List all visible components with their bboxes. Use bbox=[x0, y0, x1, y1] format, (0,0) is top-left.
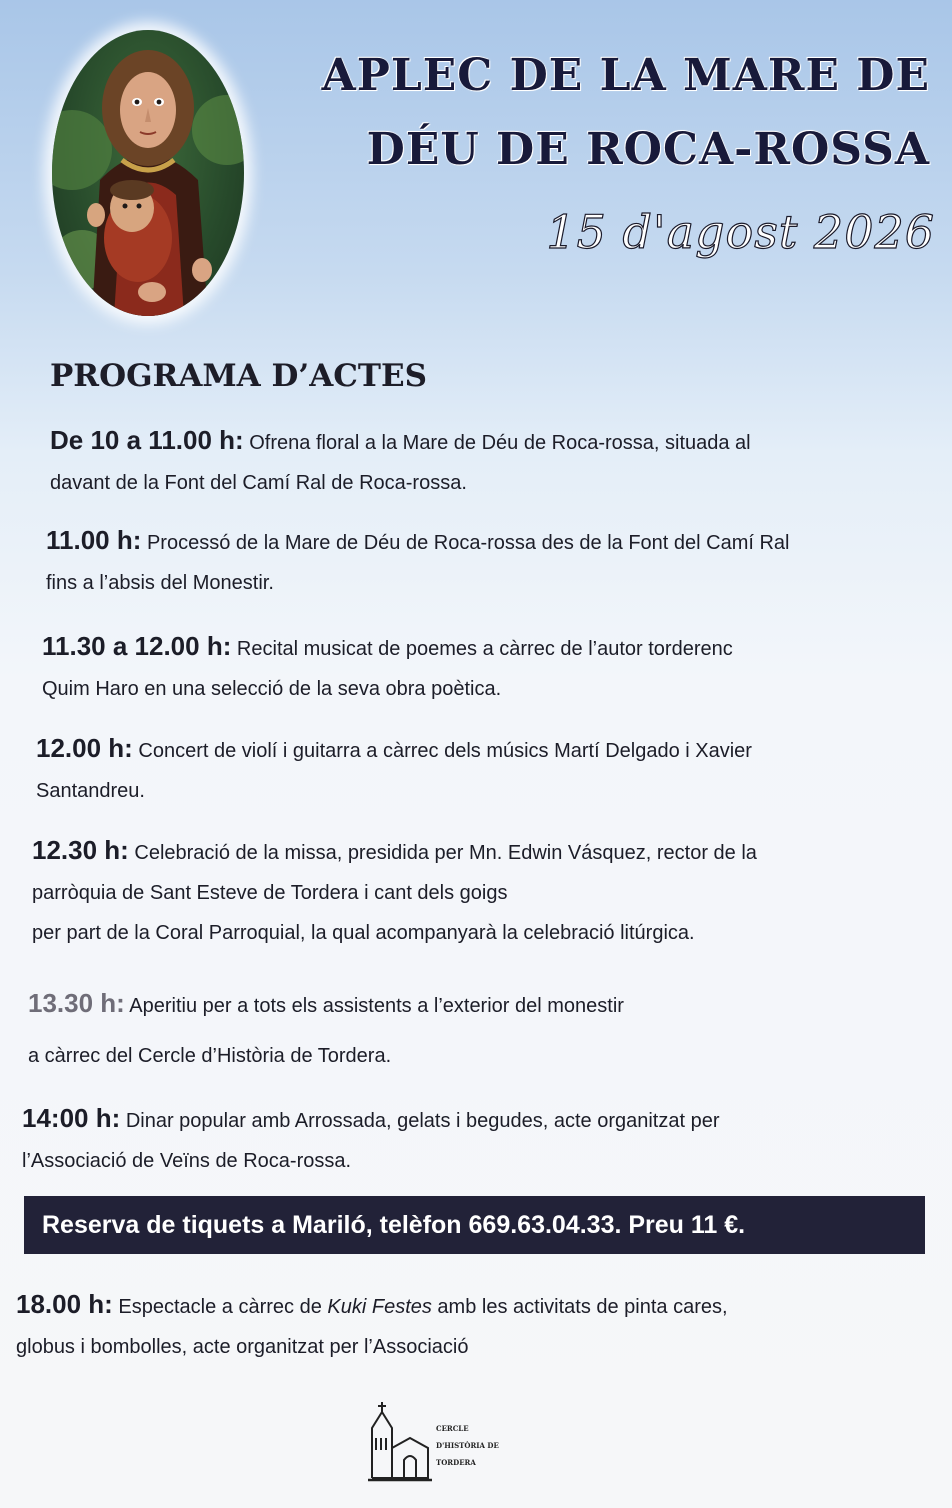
virgin-and-child-portrait bbox=[52, 30, 244, 316]
program-event bbox=[32, 830, 757, 953]
program-event bbox=[42, 626, 733, 709]
church-logo-icon bbox=[366, 1398, 434, 1482]
program-heading: PROGRAMA D’ACTES bbox=[50, 358, 428, 394]
program-event bbox=[36, 728, 752, 811]
reservation-banner: Reserva de tiquets a Mariló, telèfon 669.63.04.33. Preu 11 €. bbox=[24, 1196, 925, 1254]
event-description-cont: Quim Haro en una selecció de la seva obra poètica. bbox=[42, 678, 502, 700]
logo-text bbox=[436, 1420, 499, 1471]
event-description: Aperitiu per a tots els assistents a l’exterior del monestir bbox=[124, 995, 624, 1017]
event-description-cont: parròquia de Sant Esteve de Tordera i cant dels goigs bbox=[32, 882, 508, 904]
cercle-historia-logo bbox=[366, 1398, 506, 1482]
event-description: Ofrena floral a la Mare de Déu de Roca-rossa, situada al bbox=[243, 432, 751, 454]
portrait-illustration bbox=[52, 30, 244, 316]
event-description: Processó de la Mare de Déu de Roca-rossa des de la Font del Camí Ral bbox=[141, 532, 790, 554]
event-time: 12.30 h: bbox=[32, 835, 129, 865]
logo-text-line: D'HISTÒRIA DE bbox=[436, 1441, 499, 1450]
logo-text-line: CERCLE bbox=[436, 1424, 469, 1433]
event-description-cont: fins a l’absis del Monestir. bbox=[46, 572, 274, 594]
program-event bbox=[50, 420, 751, 503]
event-description-cont: davant de la Font del Camí Ral de Roca-rossa. bbox=[50, 472, 467, 494]
event-description: Recital musicat de poemes a càrrec de l’autor torderenc bbox=[231, 638, 733, 660]
event-time: 12.00 h: bbox=[36, 733, 133, 763]
event-date: 15 d'agost 2026 bbox=[546, 205, 935, 259]
event-time: 18.00 h: bbox=[16, 1289, 113, 1319]
event-title-line2: DÉU DE ROCA-ROSSA bbox=[366, 124, 930, 175]
event-description: Espectacle a càrrec de bbox=[112, 1296, 328, 1318]
event-time: De 10 a 11.00 h: bbox=[50, 425, 244, 455]
event-description: Celebració de la missa, presidida per Mn. Edwin Vásquez, rector de la bbox=[128, 842, 757, 864]
event-description-cont: Santandreu. bbox=[36, 780, 145, 802]
event-title-line1: APLEC DE LA MARE DE bbox=[321, 50, 930, 101]
event-description-cont: a càrrec del Cercle d’Història de Tordera. bbox=[28, 1045, 392, 1067]
event-time: 13.30 h: bbox=[28, 988, 125, 1018]
program-event bbox=[46, 520, 790, 603]
event-description-cont: globus i bombolles, acte organitzat per l’Associació bbox=[16, 1336, 469, 1358]
event-time: 14:00 h: bbox=[22, 1103, 121, 1133]
event-description: Dinar popular amb Arrossada, gelats i begudes, acte organitzat per bbox=[120, 1110, 720, 1132]
event-description: Concert de violí i guitarra a càrrec dels músics Martí Delgado i Xavier bbox=[132, 740, 752, 762]
program-event bbox=[22, 1098, 720, 1181]
event-performer: Kuki Festes bbox=[327, 1296, 432, 1318]
logo-text-line: TORDERA bbox=[436, 1458, 476, 1467]
event-description-cont: l’Associació de Veïns de Roca-rossa. bbox=[22, 1150, 352, 1172]
program-event bbox=[16, 1284, 728, 1367]
event-time: 11.00 h: bbox=[46, 525, 142, 555]
event-description-cont: per part de la Coral Parroquial, la qual acompanyarà la celebració litúrgica. bbox=[32, 922, 695, 944]
program-event bbox=[28, 978, 624, 1081]
event-time: 11.30 a 12.00 h: bbox=[42, 631, 232, 661]
event-description-end: amb les activitats de pinta cares, bbox=[431, 1296, 728, 1318]
